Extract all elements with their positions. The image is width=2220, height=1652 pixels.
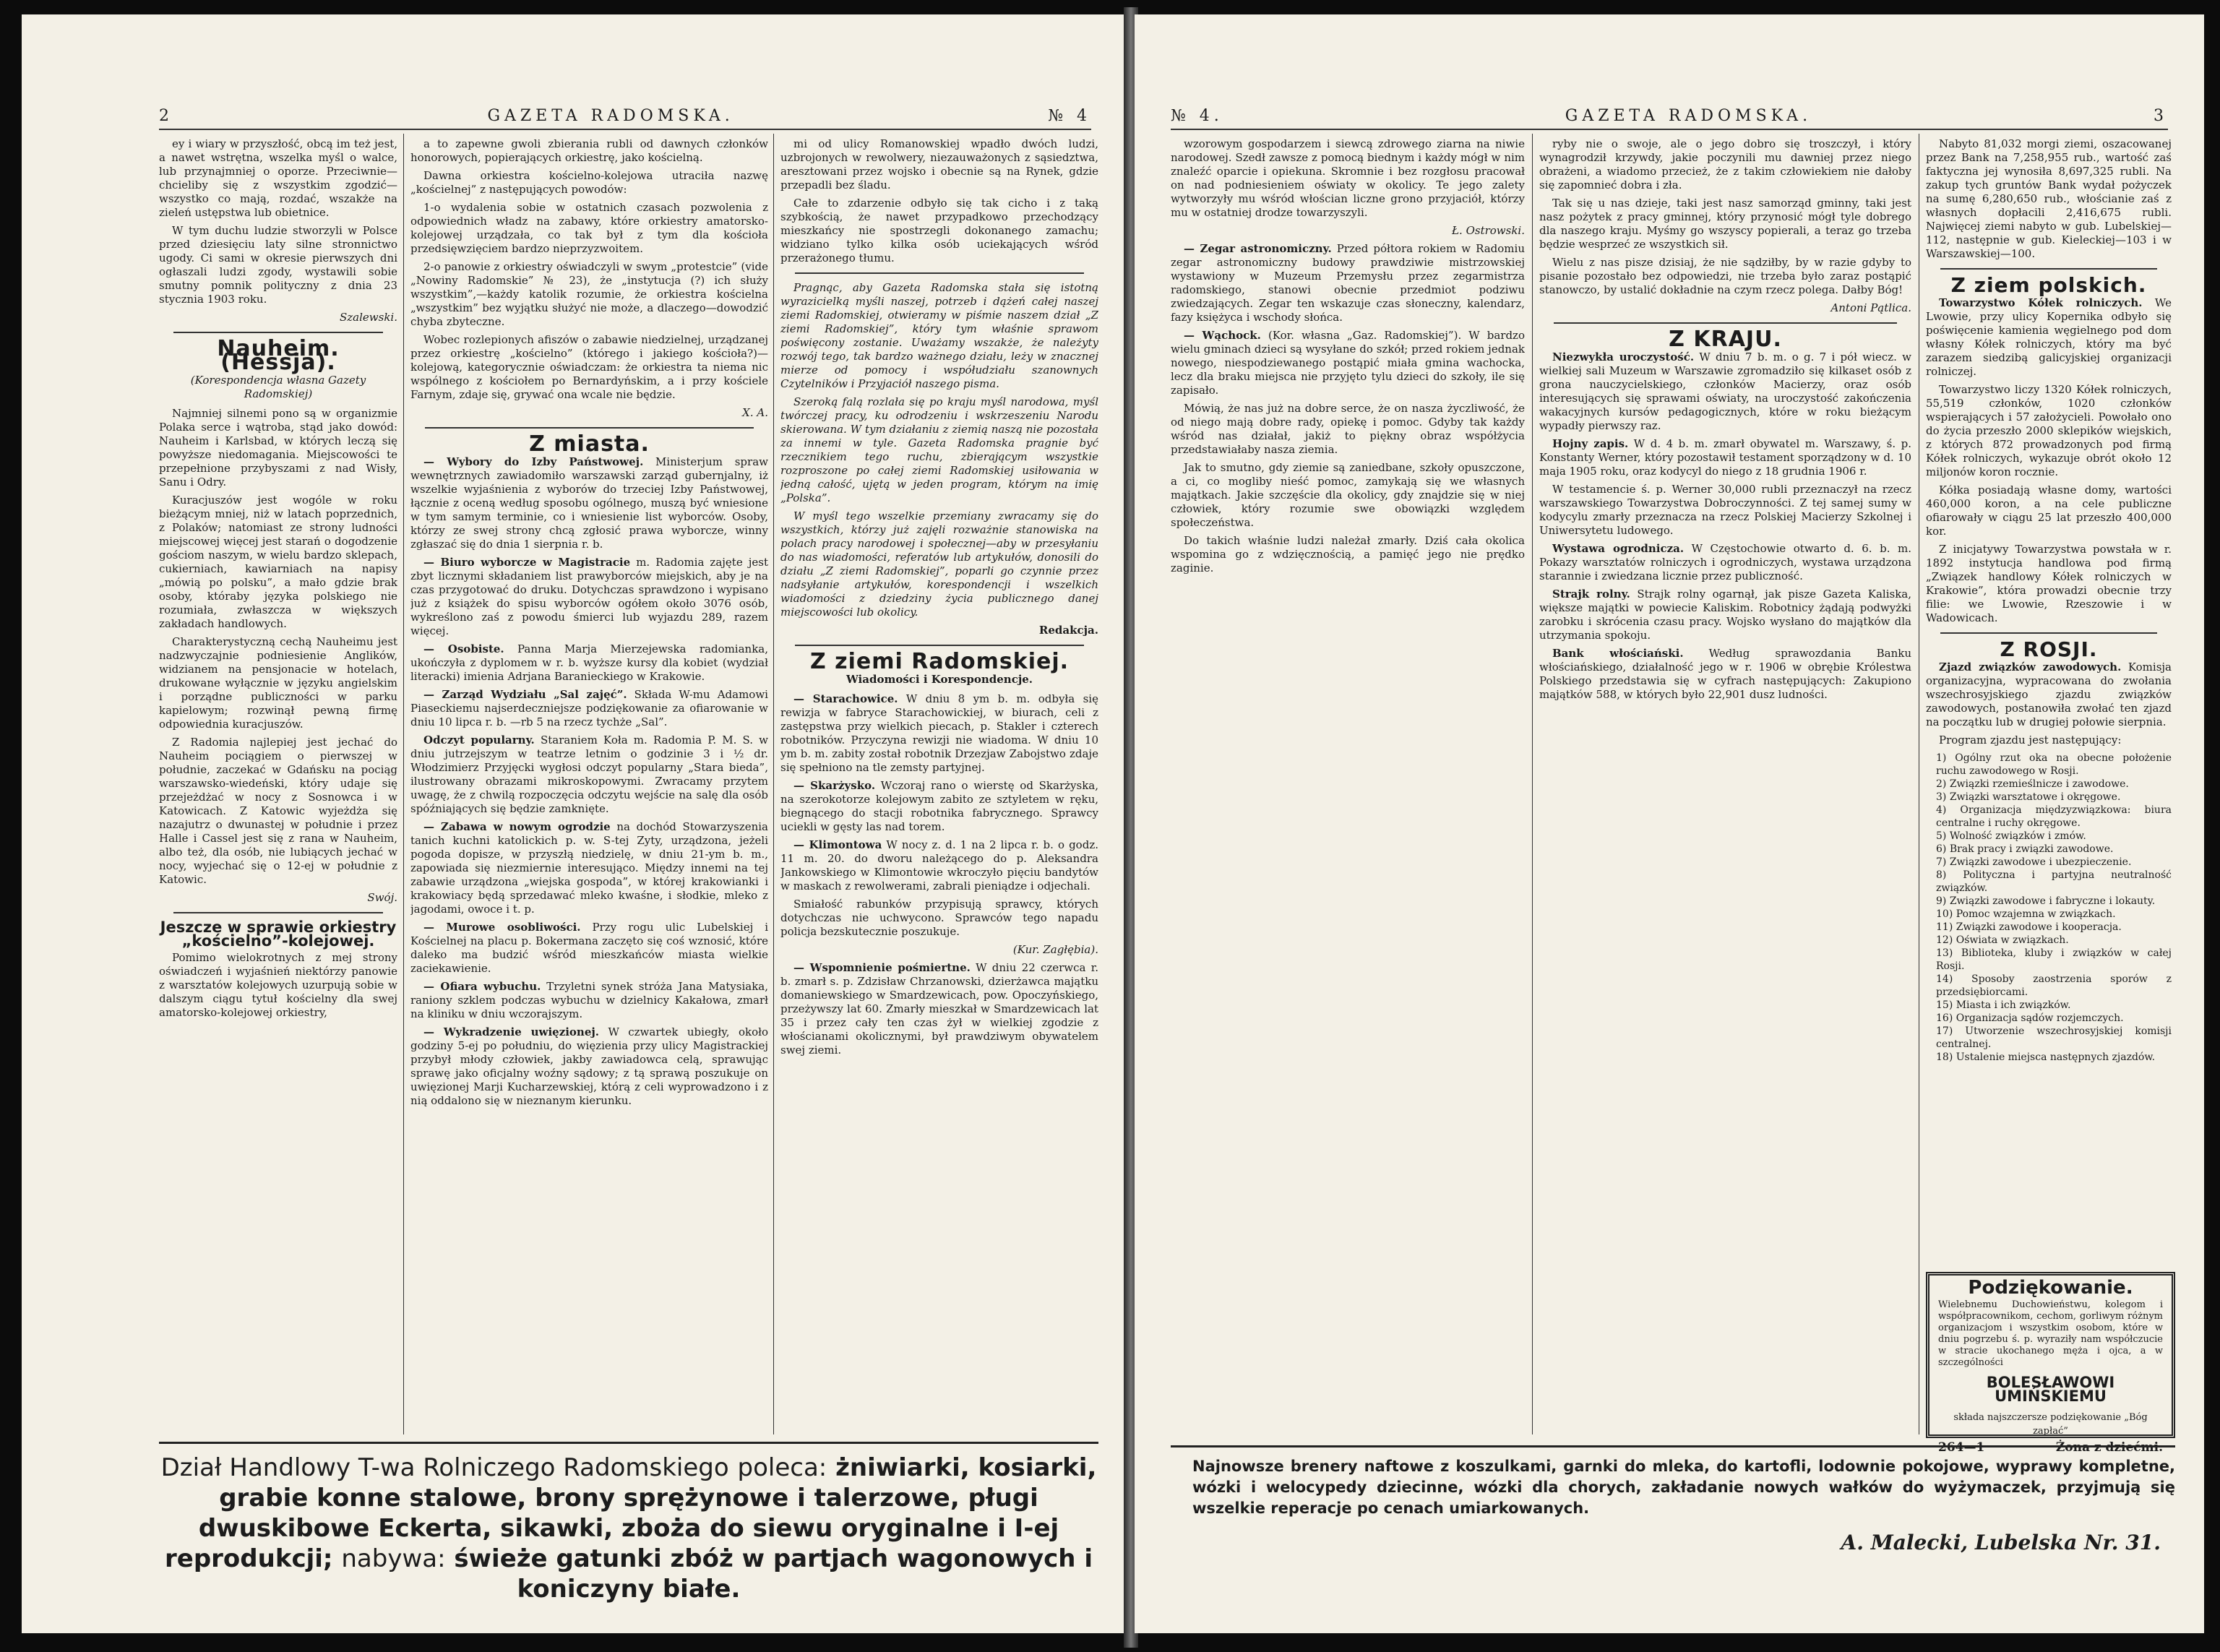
news-text: Według sprawozdania Banku włościańskiego, działalność jego w r. 1906 w obrębie Królestwa Polskiego przedstawia się w cyfrach następujących: Zakupiono majątków 588, w których było 22,901 dusz ludności.	[1539, 647, 1911, 701]
headline-z-ziemi-radomskiej: Z ziemi Radomskiej.	[809, 649, 1070, 674]
news-heading: Niezwykła uroczystość.	[1552, 350, 1695, 363]
news-text: m. Radomia zajęte jest zbyt licznymi składaniem list prawyborców miejskich, aby je na czas przygotować do druku. Dotychczas sprawdzono i wypisano już z książek do spisu wyborców ogółem około 3076 osób, wykreślono zaś z powodu śmierci lub wyjazdu 289, razem więcej.	[410, 556, 768, 637]
article-text: Wielu z nas pisze dzisiaj, że nie sądziłby, by w razie gdyby to pisanie pozostało bez odpowiedzi, nie trzeba było zaraz postąpić stanowczo, by ustalić dokładnie na czym rzecz polega. Dałby Bóg!	[1539, 256, 1911, 296]
editorial-appeal: W myśl tego wszelkie przemiany zwracamy się do wszystkich, którzy już zajęli rozważnie stanowiska na polach pracy narodowej i społecznej—aby w przesyłaniu do nas wiadomości, referatów lub artykułów, donosili do działu „Z ziemi Radomskiej”, poparli go czynnie przez nadsyłanie artykułów, korespondencji i wszelkich wiadomości z dziedziny życia publicznego danej miejscowości lub okolicy.	[780, 509, 1098, 619]
article-signature: Swój.	[367, 891, 397, 904]
headline-z-kraju: Z KRAJU.	[1669, 327, 1782, 352]
news-heading: Towarzystwo Kółek rolniczych.	[1939, 296, 2143, 309]
news-text: Panna Marja Mierzejewska radomianka, ukończyła z dyplomem w r. b. wyższe kursy dla kobiet (wydział literacki) imienia Adrjana Baranieckiego w Krakowie.	[410, 642, 768, 683]
agenda-list	[1926, 752, 2172, 1064]
agenda-item: 17) Utworzenie wszechrosyjskiej komisji centralnej.	[1936, 1025, 2172, 1050]
left-column-3	[780, 137, 1098, 1424]
editorial-signature: Redakcja.	[1038, 624, 1098, 637]
right-column-2	[1539, 137, 1911, 1424]
news-heading: — Biuro wyborcze w Magistracie	[423, 556, 631, 569]
agenda-intro: Program zjazdu jest następujący:	[1939, 733, 2122, 747]
news-text: Przed półtora rokiem w Radomiu zegar astronomiczny budowy prawdziwie mistrzowskiej wystawiony w Muzeum Przemysłu przez zegarmistrza radomskiego, stanowi obecnie przedmiot podziwu zwiedzających. Zegar ten wskazuje czas słoneczny, kalendarz, fazy księżyca i wschody słońca.	[1171, 242, 1525, 324]
ad-buys: świeże gatunki zbóż w partjach wagonowych i koniczyny białe.	[454, 1544, 1093, 1604]
news-heading: Strajk rolny.	[1552, 588, 1630, 601]
news-heading: — Wybory do Izby Państwowej.	[423, 455, 644, 468]
ad-rule	[1171, 1445, 2175, 1447]
agenda-item: 10) Pomoc wzajemna w związkach.	[1936, 908, 2116, 920]
headline-orkiestra: Jeszcze w sprawie orkiestry „kościelno”-kolejowej.	[160, 919, 397, 950]
editorial-appeal: Szeroką falą rozlała się po kraju myśl narodowa, myśl twórczej pracy, ku odrodzeniu i wskrzeszeniu Narodu skierowana. W tym działaniu z ziemią naszą nie pozostała za innemi w tyle. Gazeta Radomska pragnie być rzecznikiem tego ruchu, zbierającym wszystkie rozproszone po całej ziemi Radomskiej usiłowania w jedną całość, ujętą w jeden program, którym na imię „Polska”.	[780, 395, 1098, 504]
agenda-item: 3) Związki warsztatowe i okręgowe.	[1936, 791, 2121, 803]
news-text: (Kor. własna „Gaz. Radomskiej”). W bardzo wielu gminach dzieci są wysyłane do szkół; przed rokiem jednak nowego, niespodziewanego postąpić miała gmina wachocka, lecz dla braku miejsca nie przyjęto tylu dzieci do szkoły, ile się zapisało.	[1171, 329, 1525, 397]
news-heading: — Skarżysko.	[793, 779, 876, 792]
headline-subtitle: (Korespondencja własna Gazety Radomskiej)	[190, 374, 366, 400]
article-text: Najmniej silnemi pono są w organizmie Polaka serce i wątroba, stąd jako dowód: Nauheim i Karlsbad, w których leczą się powyższe niedomagania. Miejscowości te przepełnione przybyszami z nad Wisły, Sanu i Odry.	[159, 407, 397, 489]
news-text: Składa W-mu Adamowi Piaseckiemu najserdeczniejsze podziękowanie za ofiarowanie w dniu 10 lipca r. b. —rb 5 na rzecz tychże „Sal”.	[410, 688, 768, 728]
advertisement-rolnicze	[159, 1453, 1098, 1604]
article-signature: Antoni Pątlica.	[1830, 301, 1911, 314]
article-text: Jak to smutno, gdy ziemie są zaniedbane, szkoły opuszczone, a ci, co mogliby nieść pomoc, zamykają się we własnych majątkach. Jakie szczęście dla okolicy, gdy znajdzie się w niej człowiek, który rozumie swe obowiązki względem społeczeństwa.	[1171, 461, 1525, 529]
news-heading: — Zegar astronomiczny.	[1184, 242, 1332, 255]
thanks-title: Podziękowanie.	[1968, 1277, 2133, 1299]
left-page-masthead: GAZETA RADOMSKA.	[487, 106, 734, 125]
article-text: Charakterystyczną cechą Nauheimu jest nadzwyczajnie podniesienie Anglików, widzianem na pensjonacie w hotelach, drukowane wyłącznie w języku angielskim i porządne publiczności w parku kapielowym; rozwinął pewną firmę odpowiednia kuracjuszów.	[159, 635, 397, 731]
section-rule	[173, 912, 383, 913]
news-text: W testamencie ś. p. Werner 30,000 rubli przeznaczył na rzecz warszawskiego Towarzystwa Dobroczynności. Z tej samej sumy w kodycylu zmarły przeznacza na rzecz Polskiej Macierzy Szkolnej i Uniwersytetu ludowego.	[1539, 483, 1911, 537]
right-page-number: 3	[2154, 106, 2168, 125]
news-heading: Wystawa ogrodnicza.	[1552, 542, 1685, 555]
article-text: Z Radomia najlepiej jest jechać do Nauheim pociągiem o pierwszej w południe, zaczekać w Gdańsku na pociąg warszawsko-wiedeński, który udaje się przejeżdżać w nocy z Sosnowca i w Katowicach. Z Katowic wyjeżdża się nazajutrz o dwunastej w południe i przez Halle i Cassel jest się z rana w Nauheim, albo też, dla osób, nie lubiących jechać w nocy, wyjechać się o 12-ej w południe z Katowic.	[159, 736, 397, 886]
news-text: Komisja organizacyjna, wypracowana do zwołania wszechrosyjskiego zjazdu związków zawodowych, postanowiła zwołać ten zjazd na początku lub w drugiej połowie sierpnia.	[1926, 661, 2172, 728]
article-text: ey i wiary w przyszłość, obcą im też jest, a nawet wstrętna, wszelka myśl o walce, lub przynajmniej o oporze. Przeciwnie—chcieliby się z wszystkim zgodzić—wszystko co mają, rozdać, wszakże na zieleń ustępstwa lub obietnice.	[159, 137, 397, 219]
thanks-notice-box	[1926, 1272, 2175, 1455]
news-heading: Zjazd związków zawodowych.	[1939, 661, 2122, 674]
section-rule	[1940, 268, 2157, 270]
thanks-signature: Żona z dziećmi.	[2055, 1440, 2163, 1455]
article-text: Wobec rozlepionych afiszów o zabawie niedzielnej, urządzanej przez orkiestrę „kościelno” (którego i jakiego kościoła?)—kolejową, kategorycznie oświadczam: że orkiestra ta niema nic wspólnego z kościołem po Bernardyńskim, a i przy kościele Farnym, zdaje się, grywać ona wcale nie będzie.	[410, 333, 768, 401]
advertisement-malecki: Najnowsze brenery naftowe z koszulkami, garnki do mleka, do kartofli, lodownie pokojowe, wyprawy kompletne, wózki i welocypedy dziecinne, wózki dla chorych, zakładanie nowych wałków do wyżymaczek, przyjmują się wszelkie reperacje po cenach umiarkowanych.	[1192, 1458, 2175, 1517]
article-text: Całe to zdarzenie odbyło się tak cicho i z taką szybkością, że nawet przypadkowo przechodzący mieszkańcy nie spostrzegli dokonanego zamachu; widziano tylko kilka osób uciekających wśród przerażonego tłumu.	[780, 197, 1098, 264]
ad-rule	[159, 1442, 1098, 1444]
article-text: W tym duchu ludzie stworzyli w Polsce przed dziesięciu laty silne stronnictwo ugody. Ci sami w okresie pierwszych dni ogłaszali ludzi zgody, wystawili sobie smutny pomnik polityczny z dnia 23 stycznia 1903 roku.	[159, 224, 397, 306]
article-signature: Ł. Ostrowski.	[1452, 224, 1525, 237]
ad-offers: żniwiarki, kosiarki, grabie konne stalowe, brony sprężynowe i talerzowe, pługi dwuskibowe Eckerta, sikawki, zboża do siewu oryginalne i I-ej reprodukcji;	[165, 1453, 1097, 1573]
thanks-name: BOLESŁAWOWI UMIŃSKIEMU	[1986, 1374, 2115, 1405]
article-text: Do takich właśnie ludzi należał zmarły. Dziś cała okolica wspomina go z wdzięcznością, a pamięć jego nie prędko zaginie.	[1171, 534, 1525, 575]
right-page-masthead: GAZETA RADOMSKA.	[1565, 106, 1812, 125]
section-rule	[173, 332, 383, 333]
news-text: Towarzystwo liczy 1320 Kółek rolniczych, 55,519 członków, 1020 członków wspierających i 57 założycieli. Powołało ono do życia przeszło 2000 sklepików wiejskich, z których 872 prowadzonych pod firmą Kółek rolniczych, wykazuje obrót około 12 miljonów koron rocznie.	[1926, 383, 2172, 478]
news-heading: Bank włościański.	[1552, 647, 1684, 660]
news-text: na dochód Stowarzyszenia tanich kuchni katolickich p. w. S-tej Zyty, urządzona, jeżeli pogoda dopisze, w przyszłą niedzielę, w dniu 21-ym b. m., zapowiada się niezmiernie interesująco. Między innemi na tej zabawie urządzona „wiejska gospoda”, w której krakowianki i krakowiacy będą sprzedawać mleko kwaśne, i słodkie, mleko z jagodami, owoce i t. p.	[410, 820, 768, 916]
news-source: (Kur. Zagłębia).	[1012, 943, 1098, 956]
right-column-3	[1926, 137, 2172, 1254]
news-text: W dniu 7 b. m. o g. 7 i pół wiecz. w wielkiej sali Muzeum w Warszawie zgromadziło się kilkaset osób z grona nauczycielskiego, członków Macierzy, oraz osób interesujących się sprawami oświaty, na uroczystość zakończenia wakacyjnych kursów pedagogicznych, które w roku bieżącym wypadły pierwszy raz.	[1539, 350, 1911, 432]
thanks-body: Wielebnemu Duchowieństwu, kolegom i współpracownikom, cechom, gorliwym różnym organizacjom i wszystkim osobom, które w dniu pogrzebu ś. p. wyraziły nam współczucie w stracie ukochanego męża i ojca, a w szczególności	[1938, 1299, 2163, 1368]
news-text: Strajk rolny ogarnął, jak pisze Gazeta Kaliska, większe majątki w powiecie Kaliskim. Robotnicy żądają podwyżki zarobku i skrócenia czasu pracy. Wojsko wysłano do majątków dla utrzymania spokoju.	[1539, 588, 1911, 642]
news-text: Trzyletni synek stróża Jana Matysiaka, raniony szklem podczas wybuchu w dzielnicy Kakałowa, zmarł na kliniku w dniu wczorajszym.	[410, 980, 768, 1020]
agenda-item: 15) Miasta i ich związków.	[1936, 999, 2071, 1011]
headline-z-rosji: Z ROSJI.	[2000, 637, 2098, 661]
news-heading: Odczyt popularny.	[423, 733, 535, 747]
agenda-item: 7) Związki zawodowe i ubezpieczenie.	[1936, 856, 2132, 868]
section-rule	[425, 427, 754, 429]
news-text: W Częstochowie otwarto d. 6. b. m. Pokazy warsztatów rolniczych i ogrodniczych, wystawa urządzona starannie i zwiedzana licznie przez publiczność.	[1539, 542, 1911, 582]
news-text: W nocy z. d. 1 na 2 lipca r. b. o godz. 11 m. 20. do dworu należącego do p. Aleksandra Jankowskiego w Klimontowie wkroczyło pięciu bandytów w maskach z rewolwerami, zabrali pieniądze i odjechali.	[780, 838, 1098, 892]
article-text: Nabyto 81,032 morgi ziemi, oszacowanej przez Bank na 7,258,955 rub., wartość zaś faktyczna jej wynosiła 8,697,325 rubli. Na zakup tych gruntów Bank wydał pożyczek na sumę 6,280,650 rub., włościanie zaś z własnych dopłacili 2,416,675 rubli. Najwięcej ziemi nabyto w gub. Lubelskiej—112, następnie w gub. Kieleckiej—103 i w Warszawskiej—100.	[1926, 137, 2172, 260]
article-text: Tak się u nas dzieje, taki jest nasz samorząd gminny, taki jest nasz pożytek z pracy gminnej, który przynosić mógł tyle dobrego dla naszego kraju. Myśmy go wszyscy popierali, a teraz go trzeba będzie wesprzeć ze wszystkich sił.	[1539, 197, 1911, 251]
agenda-item: 8) Polityczna i partyjna neutralność związków.	[1936, 869, 2172, 894]
article-signature: Szalewski.	[340, 311, 397, 324]
news-heading: — Ofiara wybuchu.	[423, 980, 541, 993]
headline-z-miasta: Z miasta.	[529, 431, 650, 457]
section-rule	[795, 645, 1084, 646]
news-heading: — Starachowice.	[793, 692, 898, 705]
right-column-1	[1171, 137, 1525, 1424]
left-newspaper-page	[22, 14, 1127, 1633]
news-text: Ministerjum spraw wewnętrznych zawiadomiło warszawski zarząd gubernjalny, iż wszelkie wyjaśnienia z wyborów do trzeciej Izby Państwowej, łącznie z oceną według sposobu ogólnego, muszą być wniesione w tym samym terminie, co i wniesienie list wyborców. Osoby, którzy ze swej strony chcą zgłosić prawa wyborcze, winny zgłaszać się do dnia 1 sierpnia r. b.	[410, 455, 768, 551]
news-text: W d. 4 b. m. zmarł obywatel m. Warszawy, ś. p. Konstanty Werner, który pozostawił testament sporządzony w d. 10 maja 1905 roku, oraz kodycyl do niego z 18 grudnia 1906 r.	[1539, 437, 1911, 478]
article-signature: X. A.	[742, 406, 768, 419]
news-text: Staraniem Koła m. Radomia P. M. S. w dniu jutrzejszym w teatrze letnim o godzinie 3 i ½ dr. Włodzimierz Przyjęcki wygłosi odczyt popularny „Stara bieda”, ilustrowany obrazami mikroskopowymi. Zwracamy przytem uwagę, że z chwilą rozpoczęcia odczytu wejście na salę dla osób spóźniających się będzie zamknięte.	[410, 733, 768, 815]
left-page-header	[159, 103, 1091, 130]
news-heading: — Wykradzenie uwięzionej.	[423, 1025, 600, 1038]
right-newspaper-page	[1135, 14, 2204, 1633]
news-heading: Hojny zapis.	[1552, 437, 1629, 450]
ad-offers-label: poleca:	[737, 1453, 827, 1482]
news-heading: — Wąchock.	[1184, 329, 1261, 342]
news-heading: — Zarząd Wydziału „Sal zajęć”.	[423, 688, 627, 701]
article-text: Kuracjuszów jest wogóle w roku bieżącym mniej, niż w latach poprzednich, z Polaków; natomiast ze strony ludności miejscowej więcej jest starań o dogodzenie gościom naszym, w wielu bardzo sklepach, cukierniach, kawiarniach na napisy „mówią po polsku”, a mało gdzie brak osoby, któraby języka polskiego nie rozumiała, zwłaszcza w większych zakładach handlowych.	[159, 494, 397, 630]
section-rule	[1940, 632, 2157, 634]
news-text: We Lwowie, przy ulicy Kopernika odbyło się poświęcenie kamienia węgielnego pod dom własny Kółek rolniczych, który ma być zarazem siedzibą galicyjskiej organizacji rolniczej.	[1926, 296, 2172, 378]
agenda-item: 14) Sposoby zaostrzenia sporów z przedsiębiorcami.	[1936, 973, 2172, 998]
agenda-item: 18) Ustalenie miejsca następnych zjazdów.	[1936, 1051, 2156, 1063]
right-page-header	[1171, 103, 2168, 130]
thanks-ref: 264—1	[1938, 1440, 1985, 1455]
left-column-1	[159, 137, 397, 1424]
article-text: ryby nie o swoje, ale o jego dobro się troszczył, i który wynagrodził krzywdy, jakie poczynili mu dawniej przez niego obrażeni, a wiadomo przecież, że z takim człowiekiem nie dałoby się zapomnieć dobra i zła.	[1539, 137, 1911, 192]
article-text: Dawna orkiestra kościelno-kolejowa utraciła nazwę „kościelnej” z następujących powodów:	[410, 169, 768, 196]
editorial-appeal: Pragnąc, aby Gazeta Radomska stała się istotną wyrazicielką myśli naszej, potrzeb i dążeń całej naszej ziemi Radomskiej, otwieramy w piśmie naszem dział „Z ziemi Radomskiej”, który tym właśnie sprawom poświęcony zostanie. Uważamy wszakże, że należyty rozwój tego, tak bardzo ważnego działu, leży w znacznej mierze od pomocy i współudziału szanownych Czytelników i Przyjaciół naszego pisma.	[780, 281, 1098, 390]
news-heading: — Klimontowa	[793, 838, 882, 851]
news-heading: — Zabawa w nowym ogrodzie	[423, 820, 611, 833]
left-page-issue: № 4	[1048, 106, 1091, 125]
news-text: Wczoraj rano o wierstę od Skarżyska, na szerokotorze kolejowym zabito ze sztyletem w ręku, biegnącego do stacji robotnika fabrycznego. Sprawcy uciekli w gęsty las nad torem.	[780, 779, 1098, 833]
advertisement-signature: A. Malecki, Lubelska Nr. 31.	[1841, 1531, 2161, 1554]
news-text: Przy rogu ulic Lubelskiej i Kościelnej na placu p. Bokermana zaczęto się coś wznosić, które daleko ma budzić wśród mieszkańców miasta wielkie zaciekawienie.	[410, 921, 768, 975]
column-divider	[403, 134, 404, 1434]
article-text: 1-o wydalenia sobie w ostatnich czasach pozwolenia z odpowiednich władz na zabawy, które orkiestry amatorsko-kolejowej urządzała, co tak był z tym dla kościoła przedsięwzięciem bardzo nieprzyzwoitem.	[410, 201, 768, 255]
section-rule	[795, 272, 1084, 274]
news-text: W dniu 8 ym b. m. odbyła się rewizja w fabryce Starachowickiej, w biurach, celi z zastępstwa przy wielkich piecach, p. Stakler i czterech robotników. Przyczyna rewizji nie wiadoma. W dniu 10 ym b. m. zabity został robotnik Drzezjaw Zabojstwo zdaje się spełniono na tle zemsty partyjnej.	[780, 692, 1098, 774]
news-text: Z inicjatywy Towarzystwa powstała w r. 1892 instytucja handlowa pod firmą „Związek handlowy Kółek rolniczych w Krakowie”, która prowadzi obecnie trzy filie: we Lwowie, Rzeszowie i w Wadowicach.	[1926, 543, 2172, 624]
column-divider	[773, 134, 774, 1434]
thanks-tail: składa najszczersze podziękowanie „Bóg zapłać”	[1953, 1412, 2148, 1437]
ad-company: Dział Handlowy T-wa Rolniczego Radomskiego	[160, 1453, 729, 1482]
left-column-2	[410, 137, 768, 1424]
agenda-item: 5) Wolność związków i zmów.	[1936, 830, 2086, 842]
news-text: Kółka posiadają własne domy, wartości 460,000 koron, a na cele publiczne ofiarowały w ciągu 25 lat przeszło 400,000 kor.	[1926, 483, 2172, 538]
news-text: W dniu 22 czerwca r. b. zmarł s. p. Zdzisław Chrzanowski, dzierżawca majątku domaniewskiego w Smardzewicach, pow. Opoczyńskiego, przeżywszy lat 60. Zmarły mieszkał w Smardzewicach lat 35 i przez cały ten czas żył w wielkiej zgodzie z włościanami okolicznymi, był prawdziwym obywatelem swej ziemi.	[780, 961, 1098, 1057]
article-text: 2-o panowie z orkiestry oświadczyli w swym „protestcie” (vide „Nowiny Radomskie” № 23), że „instytucja (?) ich służy wszystkim”,—każdy katolik rozumie, że orkiestra kościelna „wszystkim” bez wyjątku służyć nie może, a dlaczego—dowodzić chyba zbyteczne.	[410, 260, 768, 328]
agenda-item: 12) Oświata w związkach.	[1936, 934, 2069, 946]
agenda-item: 4) Organizacja międzyzwiązkowa: biura centralne i ruchy okręgowe.	[1936, 804, 2172, 829]
headline-nauheim: Nauheim. (Hessja).	[217, 336, 340, 375]
news-text: Smiałość rabunków przypisują sprawcy, których dotychczas nie uchwycono. Sprawców tego napadu policja bezskutecznie poszukuje.	[780, 898, 1098, 938]
agenda-item: 13) Biblioteka, kluby i związków w całej Rosji.	[1936, 947, 2172, 972]
agenda-item: 1) Ogólny rzut oka na obecne położenie ruchu zawodowego w Rosji.	[1936, 752, 2172, 777]
article-text: Pomimo wielokrotnych z mej strony oświadczeń i wyjaśnień niektórzy panowie z warsztatów kolejowych uzurpują sobie w dalszym ciągu tytuł kościelny dla swej amatorsko-kolejowej orkiestry,	[159, 951, 397, 1019]
left-page-number: 2	[159, 106, 173, 125]
news-text: W czwartek ubiegły, około godziny 5-ej po południu, do więzienia przy ulicy Magistrackiej przybył młody człowiek, jakby zawiadowca celą, sprawując sprawę jako oficjalny woźny sądowy; z tą sprawą poszukuje on uwięzionej Marji Kucharzewskiej, którą z celi wyprowadzono i z nią oddalono się w nieznanym kierunku.	[410, 1025, 768, 1107]
agenda-item: 6) Brak pracy i związki zawodowe.	[1936, 843, 2114, 855]
headline-subtitle: Wiadomości i Korespondencje.	[846, 673, 1033, 686]
ad-buys-label: nabywa:	[341, 1544, 446, 1573]
article-text: wzorowym gospodarzem i siewcą zdrowego ziarna na niwie narodowej. Szedł zawsze z pomocą biednym i każdy mógł w nim znaleźć oparcie i opiekuna. Skromnie i bez rozgłosu pracował on nad podniesieniem oświaty w okolicy. Te jego zalety wytworzyły mu wśród włościan liczne grono przyjaciół, którzy mu w ostatniej drodze towarzyszyli.	[1171, 137, 1525, 219]
article-text: Mówią, że nas już na dobre serce, że on nasza życzliwość, że od niego mają dobre rady, opiekę i pomoc. Gdyby tak każdy wśród nas działał, jakiż to piękny obraz współżycia przedstawiałaby nasza ziemia.	[1171, 402, 1525, 456]
article-text: a to zapewne gwoli zbierania rubli od dawnych członków honorowych, popierających orkiestrę, jako kościelną.	[410, 137, 768, 164]
agenda-item: 9) Związki zawodowe i fabryczne i lokauty.	[1936, 895, 2156, 907]
agenda-item: 2) Związki rzemieślnicze i zawodowe.	[1936, 778, 2129, 790]
agenda-item: 11) Związki zawodowe i kooperacja.	[1936, 921, 2122, 933]
news-heading: — Osobiste.	[423, 642, 504, 655]
headline-z-ziem-polskich: Z ziem polskich.	[1950, 273, 2147, 297]
agenda-item: 16) Organizacja sądów rozjemczych.	[1936, 1012, 2124, 1024]
article-text: mi od ulicy Romanowskiej wpadło dwóch ludzi, uzbrojonych w rewolwery, niezauważonych z sąsiedztwa, aresztowani przez wojsko i obecnie są na Rynek, gdzie przepadli bez śladu.	[780, 137, 1098, 192]
news-heading: — Murowe osobliwości.	[423, 921, 581, 934]
section-rule	[1554, 322, 1897, 324]
right-page-issue: № 4.	[1171, 106, 1223, 125]
news-heading: — Wspomnienie pośmiertne.	[793, 961, 971, 974]
column-divider	[1532, 134, 1533, 1434]
